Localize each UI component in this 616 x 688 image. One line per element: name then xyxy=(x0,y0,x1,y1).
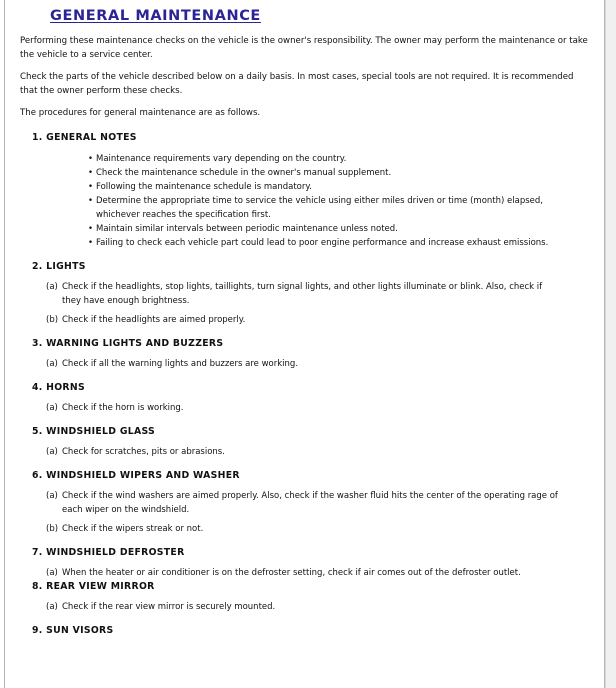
list-item: • Maintenance requirements vary depending on the country. xyxy=(89,152,556,166)
item-label: (b) xyxy=(46,315,59,325)
item-text: Check if all the warning lights and buzzers are working. xyxy=(62,359,299,369)
check-item xyxy=(46,280,562,308)
section-heading: 2. LIGHTS xyxy=(32,261,86,272)
scrollbar[interactable] xyxy=(605,0,616,688)
list-item: • Check the maintenance schedule in the owner's manual supplement. xyxy=(89,166,556,180)
item-label: (a) xyxy=(46,447,58,457)
item-text: Check if the wind washers are aimed properly. Also, check if the washer fluid hits the center of the operating rage of each wiper on the windshield. xyxy=(62,491,558,515)
item-text: Check if the rear view mirror is securely mounted. xyxy=(62,602,276,612)
check-item xyxy=(46,489,562,517)
section-heading: 5. WINDSHIELD GLASS xyxy=(32,426,156,437)
item-text: Check if the headlights are aimed properly. xyxy=(62,315,246,325)
item-label: (a) xyxy=(46,282,58,292)
item-label: (b) xyxy=(46,524,59,534)
check-item xyxy=(46,313,562,327)
item-label: (a) xyxy=(46,568,58,578)
general-notes-list xyxy=(20,152,590,250)
item-text: When the heater or air conditioner is on the defroster setting, check if air comes out of the defroster outlet. xyxy=(62,568,521,578)
intro-paragraph: Check the parts of the vehicle described below on a daily basis. In most cases, special tools are not required. It is recommended that the owner perform these checks. xyxy=(20,72,574,96)
list-item: • Following the maintenance schedule is mandatory. xyxy=(89,180,556,194)
section-heading: 9. SUN VISORS xyxy=(32,625,114,636)
page-title: GENERAL MAINTENANCE xyxy=(50,8,261,24)
check-item xyxy=(46,357,562,371)
section-heading: 1. GENERAL NOTES xyxy=(32,132,137,143)
check-item xyxy=(46,401,562,415)
document-body xyxy=(20,0,590,638)
item-text: Check if the wipers streak or not. xyxy=(62,524,204,534)
item-label: (a) xyxy=(46,359,58,369)
check-item xyxy=(46,566,562,580)
item-label: (a) xyxy=(46,403,58,413)
item-text: Check if the headlights, stop lights, taillights, turn signal lights, and other lights illuminate or blink. Also, check if they have enough brightness. xyxy=(62,282,543,306)
item-text: Check if the horn is working. xyxy=(62,403,184,413)
check-item xyxy=(46,600,562,614)
check-item xyxy=(46,445,562,459)
section-heading: 7. WINDSHIELD DEFROSTER xyxy=(32,547,185,558)
section-heading: 8. REAR VIEW MIRROR xyxy=(32,581,155,592)
section-heading: 4. HORNS xyxy=(32,382,85,393)
check-item xyxy=(46,522,562,536)
intro-paragraph: Performing these maintenance checks on the vehicle is the owner's responsibility. The owner may perform the maintenance or take the vehicle to a service center. xyxy=(20,36,588,60)
section-heading: 6. WINDSHIELD WIPERS AND WASHER xyxy=(32,470,240,481)
intro-paragraph: The procedures for general maintenance are as follows. xyxy=(20,108,261,118)
item-label: (a) xyxy=(46,602,58,612)
list-item: • Determine the appropriate time to service the vehicle using either miles driven or time (month) elapsed, whichever reaches the specification first. xyxy=(89,194,556,222)
item-label: (a) xyxy=(46,491,58,501)
list-item: • Failing to check each vehicle part could lead to poor engine performance and increase exhaust emissions. xyxy=(89,236,556,250)
section-heading: 3. WARNING LIGHTS AND BUZZERS xyxy=(32,338,224,349)
item-text: Check for scratches, pits or abrasions. xyxy=(62,447,225,457)
list-item: • Maintain similar intervals between periodic maintenance unless noted. xyxy=(89,222,556,236)
